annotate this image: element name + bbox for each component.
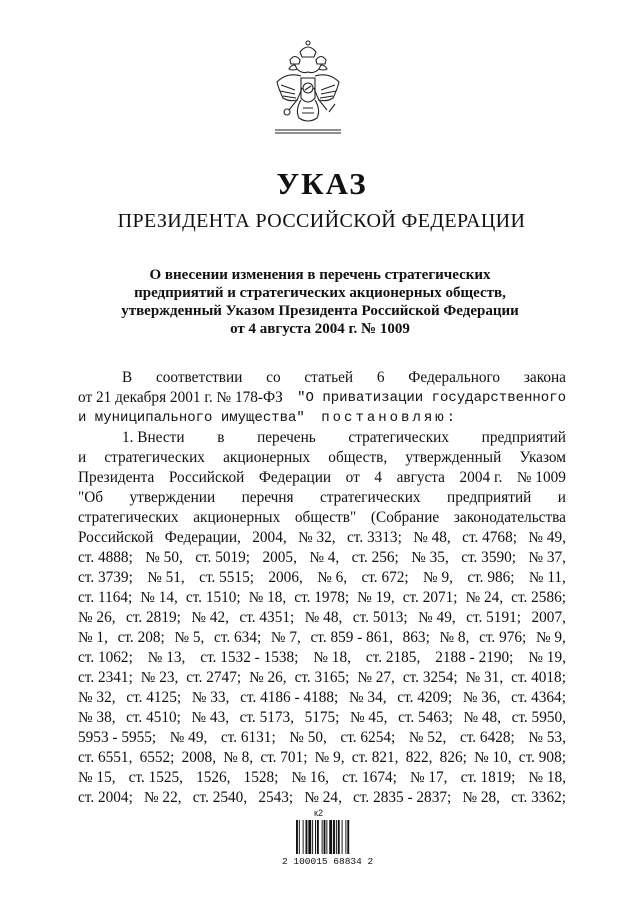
body-word: ст. 1532 - 1538;	[200, 649, 299, 666]
body-word: 2006,	[268, 569, 303, 586]
body-word: ст. 4768;	[462, 529, 517, 546]
body-line	[78, 708, 566, 728]
body-word: Российской	[78, 529, 154, 546]
body-word: № 32,	[298, 529, 336, 546]
body-word: № 15,	[78, 769, 116, 786]
body-word: ст. 859 - 861,	[310, 629, 393, 646]
body-word: 822,	[405, 749, 433, 766]
body-word: № 42,	[191, 609, 229, 626]
body-word: ст. 1062;	[78, 649, 133, 666]
body-word: Федерации	[258, 469, 332, 486]
body-word: ст. 701;	[260, 749, 308, 766]
body-word: № 11,	[528, 569, 566, 586]
body-word: № 9,	[423, 569, 453, 586]
body-word: № 9,	[314, 749, 345, 766]
body-word: № 48,	[463, 709, 502, 726]
body-word: № 23,	[140, 669, 179, 686]
body-line	[78, 428, 566, 448]
barcode-bar	[345, 820, 346, 854]
body-line	[78, 608, 566, 628]
body-word: № 51,	[147, 569, 185, 586]
body-line	[78, 468, 566, 488]
body-word: стратегических	[348, 429, 449, 446]
body-word: 2004 г.	[459, 469, 503, 486]
body-word: № 49,	[528, 529, 566, 546]
body-word: ст. 5191;	[466, 609, 521, 626]
body-word: 5953 - 5955;	[78, 729, 157, 746]
body-word: № 50,	[289, 729, 327, 746]
body-word: ст. 3739;	[78, 569, 133, 586]
body-line	[78, 408, 566, 428]
barcode-bar	[329, 820, 332, 854]
barcode-bar	[317, 820, 319, 854]
body-word: акционерных	[193, 509, 281, 526]
body-word: № 8,	[223, 749, 254, 766]
body-line	[78, 388, 566, 408]
body-word: акционерных	[223, 449, 311, 466]
body-word: № 31,	[465, 669, 504, 686]
body-word: ст. 5463;	[398, 709, 453, 726]
body-word: № 24,	[465, 589, 504, 606]
body-word: В	[122, 369, 133, 386]
barcode-bar	[338, 820, 340, 854]
body-word: № 8,	[439, 629, 470, 646]
body-word: ст. 5950,	[511, 709, 566, 726]
body-word: № 4,	[309, 549, 340, 566]
barcode-bar	[312, 820, 313, 854]
body-word: стратегических	[78, 509, 179, 526]
body-word: 4	[374, 469, 383, 486]
body-word: ст. 821,	[351, 749, 399, 766]
body-word: ст. 4510;	[126, 709, 181, 726]
body-word: 2005,	[262, 549, 297, 566]
body-word: № 37,	[528, 549, 566, 566]
barcode-bar	[347, 820, 349, 854]
body-word: 2543;	[258, 789, 294, 806]
body-line	[78, 748, 566, 768]
body-word: предприятий	[447, 489, 532, 506]
body-word: ст. 1525,	[128, 769, 183, 786]
body-word: 2004,	[252, 529, 287, 546]
body-word: Указом	[519, 449, 566, 466]
body-word: № 26,	[249, 669, 287, 686]
body-word: ст. 2586;	[511, 589, 566, 606]
body-text-segment: "О приватизации государственного	[297, 390, 566, 406]
body-line	[78, 548, 566, 568]
barcode-bar	[324, 820, 326, 854]
barcode-mark: к2	[314, 808, 323, 818]
body-word: ст. 4351;	[239, 609, 295, 626]
heading-line: от 4 августа 2004 г. № 1009	[230, 321, 410, 337]
body-word: № 43,	[191, 709, 230, 726]
body-word: стратегических	[320, 489, 421, 506]
body-word: ст. 4125;	[126, 689, 182, 706]
body-word: № 48,	[304, 609, 343, 626]
body-word: ст. 6254;	[340, 729, 396, 746]
body-word: обществ,	[328, 449, 388, 466]
body-word: ст. 672;	[361, 569, 409, 586]
body-word: ст. 1164;	[78, 589, 133, 606]
body-word: № 27,	[357, 669, 395, 686]
body-word: ст. 3254;	[402, 669, 458, 686]
body-word: ст. 3313;	[347, 529, 402, 546]
body-word: № 45,	[349, 709, 388, 726]
body-word: № 17,	[409, 769, 448, 786]
body-word: № 22,	[144, 789, 182, 806]
body-word: № 16,	[291, 769, 329, 786]
body-word: № 6,	[317, 569, 348, 586]
body-word: № 49,	[418, 609, 456, 626]
body-word: № 7,	[270, 629, 301, 646]
barcode-bar	[326, 820, 327, 854]
body-word: № 52,	[408, 729, 447, 746]
body-word: от	[345, 469, 360, 486]
body-word: № 50,	[145, 549, 183, 566]
body-line	[78, 668, 566, 688]
body-word: № 36,	[462, 689, 501, 706]
body-line	[78, 788, 566, 808]
body-word: стратегических	[104, 449, 205, 466]
body-word: ст. 256;	[351, 549, 399, 566]
body-word: 6552;	[139, 749, 175, 766]
body-word: ст. 4364;	[511, 689, 566, 706]
body-word: ст. 5013;	[352, 609, 408, 626]
body-word: ст. 5173,	[239, 709, 294, 726]
body-word: Федерации,	[164, 529, 241, 546]
body-word: № 49,	[169, 729, 208, 746]
barcode-bar	[333, 820, 335, 854]
barcode-bar	[322, 820, 323, 854]
barcode	[282, 808, 392, 870]
body-word: 2188 - 2190;	[435, 649, 514, 666]
body-word: ст. 4209;	[397, 689, 453, 706]
body-word: 1. Внести	[122, 429, 185, 446]
barcode-bar	[342, 820, 343, 854]
body-word: № 48,	[413, 529, 451, 546]
body-word: Российской	[168, 469, 245, 486]
heading-line: предприятий и стратегических акционерных обществ,	[134, 285, 506, 301]
body-word: ст. 3165;	[294, 669, 350, 686]
body-word: № 24,	[304, 789, 342, 806]
body-word: № 34,	[349, 689, 387, 706]
body-word: в	[217, 429, 225, 446]
body-word: 6	[376, 369, 385, 386]
heading-line: О внесении изменения в перечень стратегических	[149, 267, 491, 283]
body-word: № 26,	[78, 609, 116, 626]
body-word: ст. 2071;	[402, 589, 458, 606]
body-word: ст. 2819;	[126, 609, 181, 626]
body-word: и	[78, 449, 87, 466]
body-word: утверждении	[129, 489, 216, 506]
body-line	[78, 628, 566, 648]
body-word: перечень	[257, 429, 316, 446]
body-word: обществ"	[294, 509, 357, 526]
heading-line: утвержденный Указом Президента Российской Федерации	[121, 303, 519, 319]
body-word: № 9,	[535, 629, 566, 646]
body-word: ст. 2341;	[78, 669, 133, 686]
body-word: ст. 6551,	[78, 749, 133, 766]
body-word: № 10,	[474, 749, 512, 766]
body-word: № 18,	[248, 589, 287, 606]
body-word: № 1009	[516, 469, 566, 486]
body-word: № 19,	[528, 649, 566, 666]
body-word: № 18,	[528, 769, 566, 786]
body-word: Президента	[78, 469, 155, 486]
barcode-bar	[299, 820, 300, 854]
body-word: 1526,	[196, 769, 231, 786]
document-subtitle: ПРЕЗИДЕНТА РОССИЙСКОЙ ФЕДЕРАЦИИ	[117, 210, 526, 232]
body-word: 5175;	[304, 709, 340, 726]
body-word: № 33,	[191, 689, 230, 706]
body-word: закона	[523, 369, 566, 386]
body-word: № 1,	[78, 629, 108, 646]
body-text-segment: и муниципального имущества"	[78, 410, 314, 426]
barcode-bar	[296, 820, 298, 854]
body-word: ст. 986;	[467, 569, 515, 586]
body-word: ст. 1978;	[294, 589, 350, 606]
body-word: (Собрание	[370, 509, 440, 526]
body-line	[78, 368, 566, 388]
body-word: ст. 208;	[117, 629, 165, 646]
body-word: "Об	[78, 489, 104, 506]
body-word: 1528;	[243, 769, 279, 786]
body-word: № 53,	[528, 729, 566, 746]
body-word: № 18,	[313, 649, 351, 666]
body-word: 863;	[402, 629, 430, 646]
barcode-bar	[336, 820, 337, 854]
body-word: № 28,	[462, 789, 500, 806]
body-word: № 14,	[140, 589, 178, 606]
body-word: соответствии	[155, 369, 243, 386]
body-line	[78, 688, 566, 708]
barcode-bar	[306, 820, 308, 854]
body-word: 2008,	[181, 749, 217, 766]
body-word: 2007,	[531, 609, 566, 626]
body-word: № 19,	[357, 589, 395, 606]
body-word: Федерального	[408, 369, 501, 386]
body-word: ст. 1674;	[342, 769, 397, 786]
body-word: ст. 2835 - 2837;	[353, 789, 452, 806]
body-word: ст. 1819;	[460, 769, 516, 786]
body-line	[78, 508, 566, 528]
body-word: предприятий	[481, 429, 566, 446]
barcode-bar	[308, 820, 311, 854]
body-line	[78, 488, 566, 508]
body-word: ст. 2185,	[365, 649, 421, 666]
body-word: со	[266, 369, 281, 386]
body-word: ст. 2540,	[192, 789, 248, 806]
body-line	[78, 568, 566, 588]
body-word: ст. 908;	[518, 749, 566, 766]
body-word: ст. 5019;	[195, 549, 251, 566]
body-word: № 32,	[78, 689, 116, 706]
body-word: ст. 3362;	[511, 789, 566, 806]
body-line	[78, 768, 566, 788]
body-line	[78, 448, 566, 468]
body-word: ст. 6428;	[459, 729, 515, 746]
body-word: ст. 634;	[214, 629, 262, 646]
body-word: статьей	[304, 369, 354, 386]
coat-of-arms-emblem-icon	[273, 38, 343, 148]
body-text-segment: постановляю:	[321, 410, 459, 426]
body-word: ст. 6131;	[220, 729, 276, 746]
document-title: УКАЗ	[276, 166, 368, 201]
barcode-bar	[315, 820, 316, 854]
decree-body	[78, 368, 566, 808]
body-text-segment: от 21 декабря 2001 г. № 178-ФЗ	[78, 389, 287, 406]
barcode-bar	[303, 820, 304, 854]
body-word: ст. 4018;	[511, 669, 566, 686]
body-word: № 13,	[147, 649, 186, 666]
body-word: 826;	[439, 749, 467, 766]
body-word: ст. 4186 - 4188;	[240, 689, 339, 706]
body-word: ст. 4888;	[78, 549, 133, 566]
body-word: № 5,	[174, 629, 205, 646]
body-line	[78, 648, 566, 668]
body-word: и	[557, 489, 566, 506]
body-word: ст. 2004;	[78, 789, 133, 806]
body-word: утвержденный	[405, 449, 502, 466]
body-line	[78, 528, 566, 548]
body-word: перечня	[241, 489, 294, 506]
body-word: августа	[396, 469, 445, 486]
body-word: ст. 2747;	[186, 669, 242, 686]
decree-heading	[60, 266, 580, 338]
body-word: № 38,	[78, 709, 116, 726]
body-word: ст. 3590;	[461, 549, 517, 566]
body-word: ст. 5515;	[199, 569, 254, 586]
barcode-bars-icon	[296, 820, 366, 854]
body-word: законодательства	[453, 509, 566, 526]
body-line	[78, 728, 566, 748]
body-word: ст. 1510;	[185, 589, 241, 606]
body-line	[78, 588, 566, 608]
body-word: ст. 976;	[479, 629, 527, 646]
barcode-number: 2 100015 68834 2	[282, 856, 374, 867]
body-word: № 35,	[411, 549, 449, 566]
